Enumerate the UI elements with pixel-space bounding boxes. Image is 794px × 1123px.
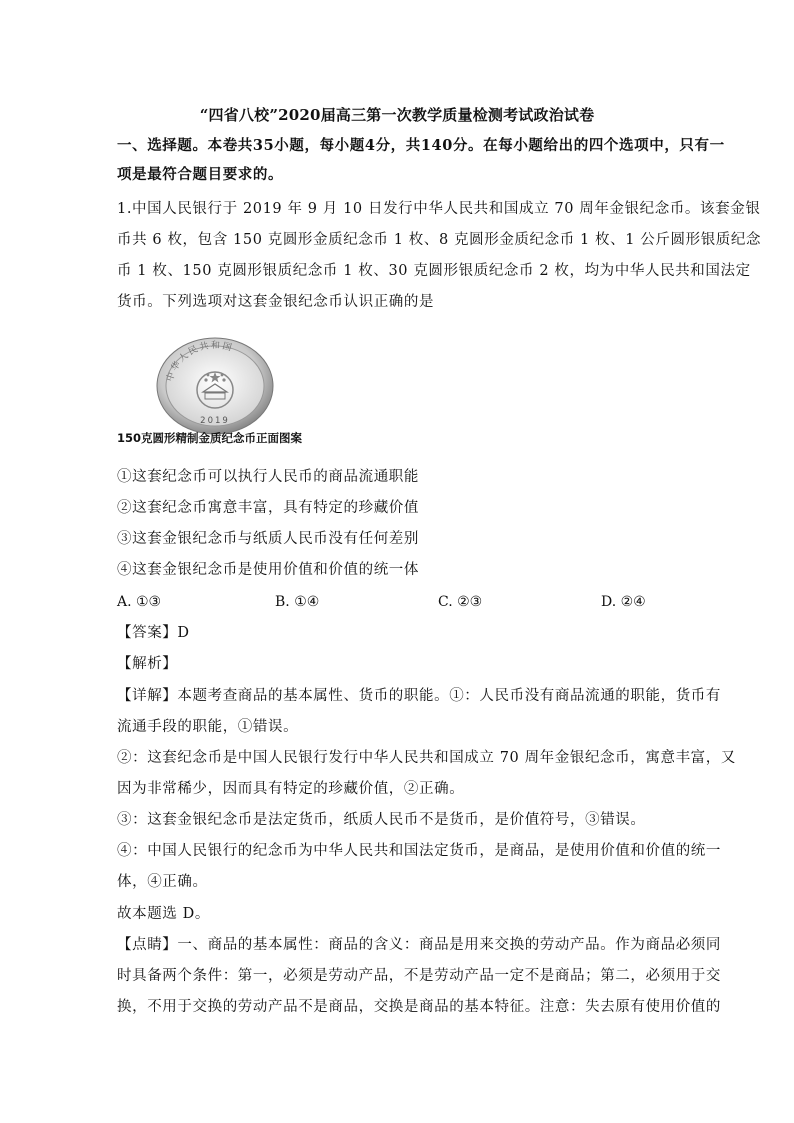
detail-line-7: 体，④正确。 [117, 874, 208, 890]
question-line-2: 币共 6 枚，包含 150 克圆形金质纪念币 1 枚、8 克圆形金质纪念币 1 枚、1 公斤圆形银质纪念 [117, 232, 762, 248]
analysis-label: 【解析】 [117, 656, 178, 672]
points-line-1: 【点睛】一、商品的基本属性：商品的含义：商品是用来交换的劳动产品。作为商品必须同 [117, 937, 721, 953]
option-a: A. ①③ [117, 594, 162, 610]
option-d: D. ②④ [601, 594, 646, 610]
section-heading-line-1: 一、选择题。本卷共35小题，每小题4分，共140分。在每小题给出的四个选项中，只有一 [117, 137, 725, 154]
statement-2: ②这套纪念币寓意丰富，具有特定的珍藏价值 [117, 500, 419, 516]
coin-caption: 150克圆形精制金质纪念币正面图案 [117, 431, 303, 445]
section-heading-line-2: 项是最符合题目要求的。 [117, 166, 284, 183]
coin-image [150, 336, 280, 436]
statement-3: ③这套金银纪念币与纸质人民币没有任何差别 [117, 531, 419, 547]
detail-line-8: 故本题选 D。 [117, 906, 210, 922]
statement-1: ①这套纪念币可以执行人民币的商品流通职能 [117, 469, 419, 485]
detail-line-4: 因为非常稀少，因而具有特定的珍藏价值，②正确。 [117, 781, 465, 797]
question-line-4: 货币。下列选项对这套金银纪念币认识正确的是 [117, 294, 435, 310]
answer: 【答案】D [117, 625, 190, 641]
detail-line-5: ③：这套金银纪念币是法定货币，纸质人民币不是货币，是价值符号，③错误。 [117, 812, 646, 828]
detail-line-2: 流通手段的职能，①错误。 [117, 719, 299, 735]
option-b: B. ①④ [275, 594, 320, 610]
detail-line-1: 【详解】本题考查商品的基本属性、货币的职能。①：人民币没有商品流通的职能，货币有 [117, 688, 721, 704]
statement-4: ④这套金银纪念币是使用价值和价值的统一体 [117, 562, 419, 578]
points-line-2: 时具备两个条件：第一，必须是劳动产品，不是劳动产品一定不是商品；第二，必须用于交 [117, 968, 721, 984]
answer-options [117, 592, 687, 612]
coin-rim-text: 中华人民共和国 [165, 340, 235, 383]
detail-line-6: ④：中国人民银行的纪念币为中华人民共和国法定货币，是商品，是使用价值和价值的统一 [117, 843, 721, 859]
option-c: C. ②③ [438, 594, 483, 610]
coin-year: 2019 [200, 416, 230, 426]
page-title: “四省八校”2020届高三第一次教学质量检测考试政治试卷 [199, 106, 595, 124]
question-line-1: 1.中国人民银行于 2019 年 9 月 10 日发行中华人民共和国成立 70 周年金银纪念币。该套金银 [117, 201, 761, 217]
detail-line-3: ②：这套纪念币是中国人民银行发行中华人民共和国成立 70 周年金银纪念币，寓意丰富，又 [117, 750, 736, 766]
question-line-3: 币 1 枚、150 克圆形银质纪念币 1 枚、30 克圆形银质纪念币 2 枚，均为中华人民共和国法定 [117, 263, 751, 279]
coin-emblem-icon [150, 336, 280, 436]
points-line-3: 换，不用于交换的劳动产品不是商品，交换是商品的基本特征。注意：失去原有使用价值的 [117, 999, 721, 1015]
